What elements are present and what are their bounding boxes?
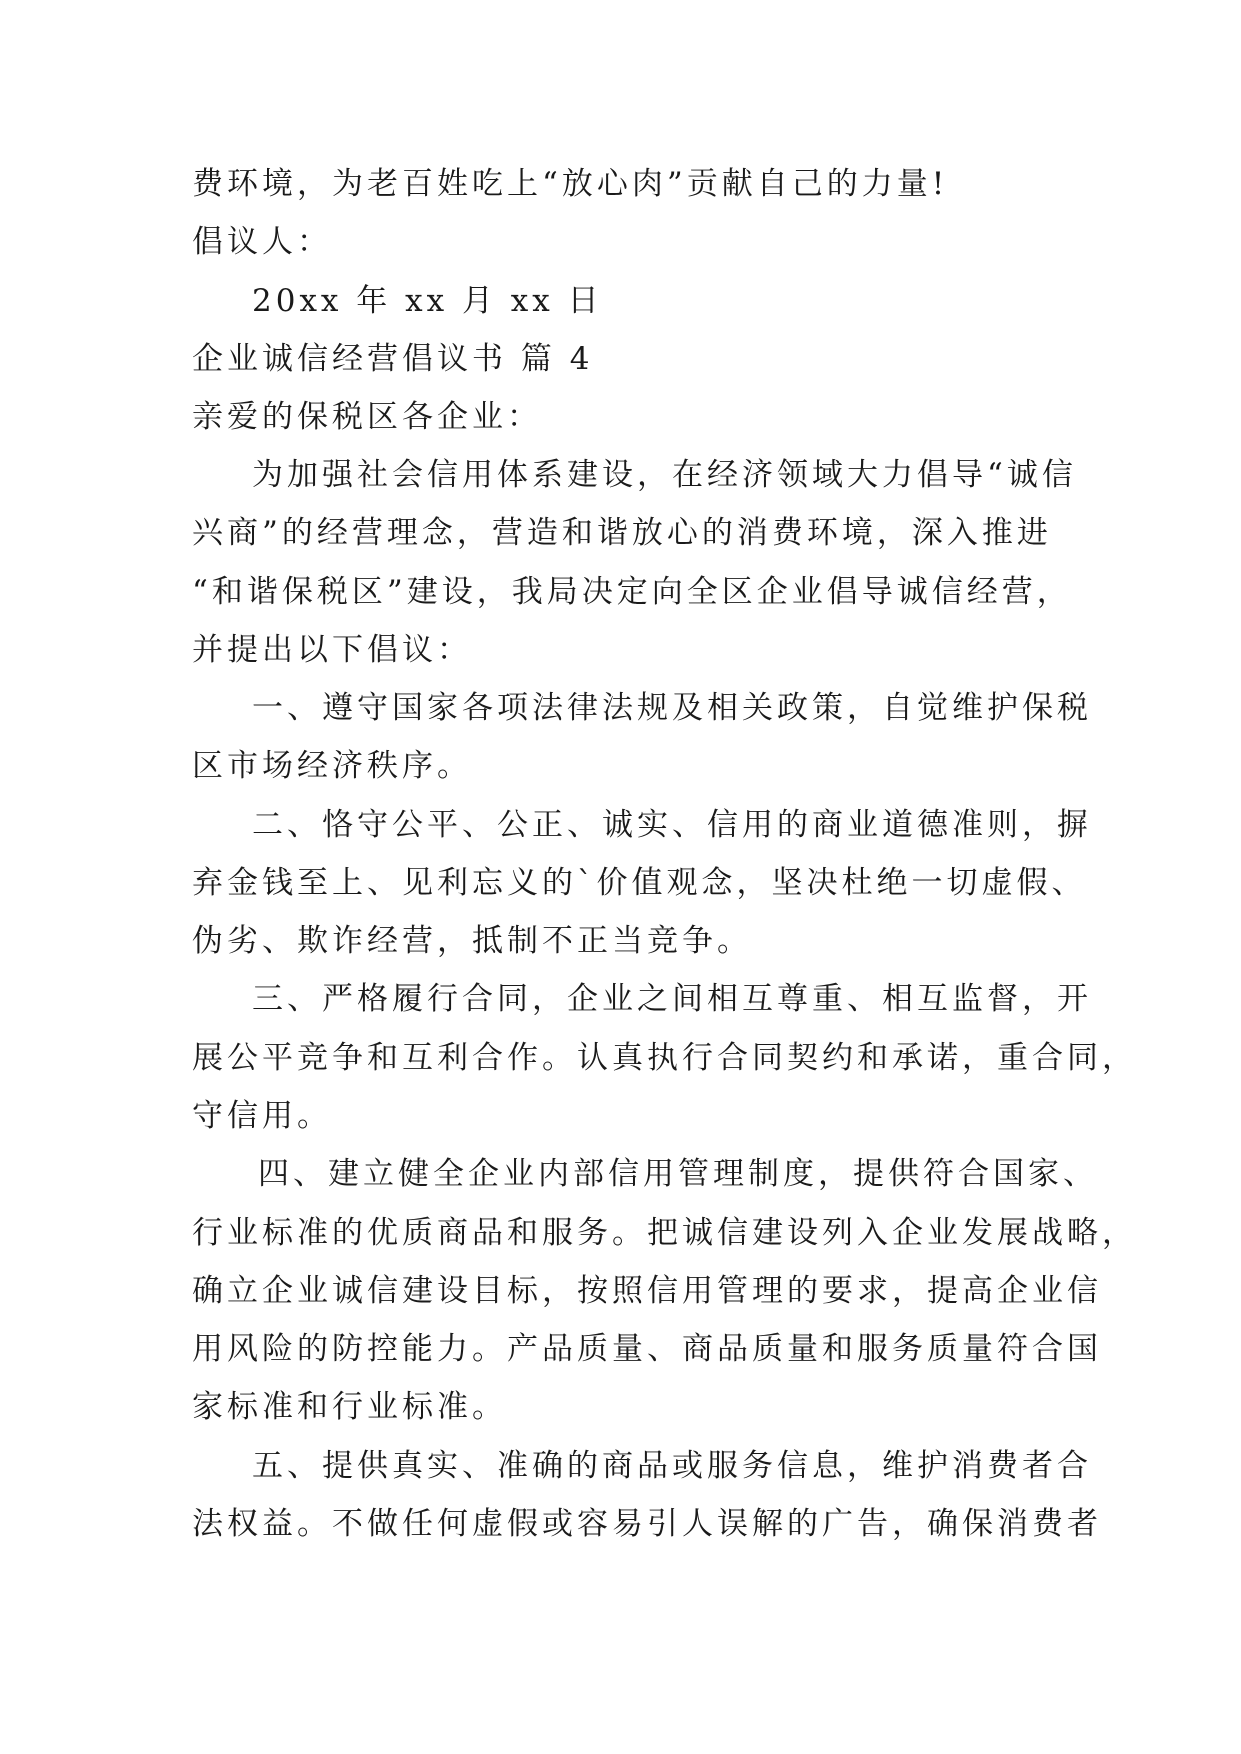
text-line: 为加强社会信用体系建设，在经济领域大力倡导“诚信: [252, 457, 1077, 493]
text-line: 用风险的防控能力。产品质量、商品质量和服务质量符合国: [192, 1331, 1102, 1367]
salutation: 亲爱的保税区各企业：: [192, 399, 542, 435]
section-title: 企业诚信经营倡议书 篇 4: [192, 341, 594, 377]
text-line: 展公平竞争和互利合作。认真执行合同契约和承诺，重合同，: [192, 1040, 1137, 1076]
text-line: 五、提供真实、准确的商品或服务信息，维护消费者合: [252, 1448, 1092, 1484]
text-line: 三、严格履行合同，企业之间相互尊重、相互监督，开: [252, 981, 1092, 1017]
text-line: 弃金钱至上、见利忘义的`价值观念，坚决杜绝一切虚假、: [192, 865, 1087, 901]
text-line: 伪劣、欺诈经营，抵制不正当竞争。: [192, 923, 752, 959]
text-line: “和谐保税区”建设，我局决定向全区企业倡导诚信经营，: [192, 574, 1072, 610]
text-line: 确立企业诚信建设目标，按照信用管理的要求，提高企业信: [192, 1273, 1102, 1309]
text-line: 二、恪守公平、公正、诚实、信用的商业道德准则，摒: [252, 807, 1092, 843]
text-line: 法权益。不做任何虚假或容易引人误解的广告，确保消费者: [192, 1506, 1102, 1542]
text-line: 四、建立健全企业内部信用管理制度，提供符合国家、: [258, 1156, 1098, 1192]
text-line: 并提出以下倡议：: [192, 632, 472, 668]
date-line: 20xx 年 xx 月 xx 日: [252, 283, 603, 319]
text-line: 一、遵守国家各项法律法规及相关政策，自觉维护保税: [252, 690, 1092, 726]
text-line: 行业标准的优质商品和服务。把诚信建设列入企业发展战略，: [192, 1215, 1137, 1251]
text-line: 守信用。: [192, 1098, 332, 1134]
text-line: 区市场经济秩序。: [192, 748, 472, 784]
signatory-label: 倡议人：: [192, 224, 332, 260]
text-line: 家标准和行业标准。: [192, 1389, 507, 1425]
text-line: 费环境，为老百姓吃上“放心肉”贡献自己的力量!: [192, 166, 949, 202]
text-line: 兴商”的经营理念，营造和谐放心的消费环境，深入推进: [192, 515, 1052, 551]
